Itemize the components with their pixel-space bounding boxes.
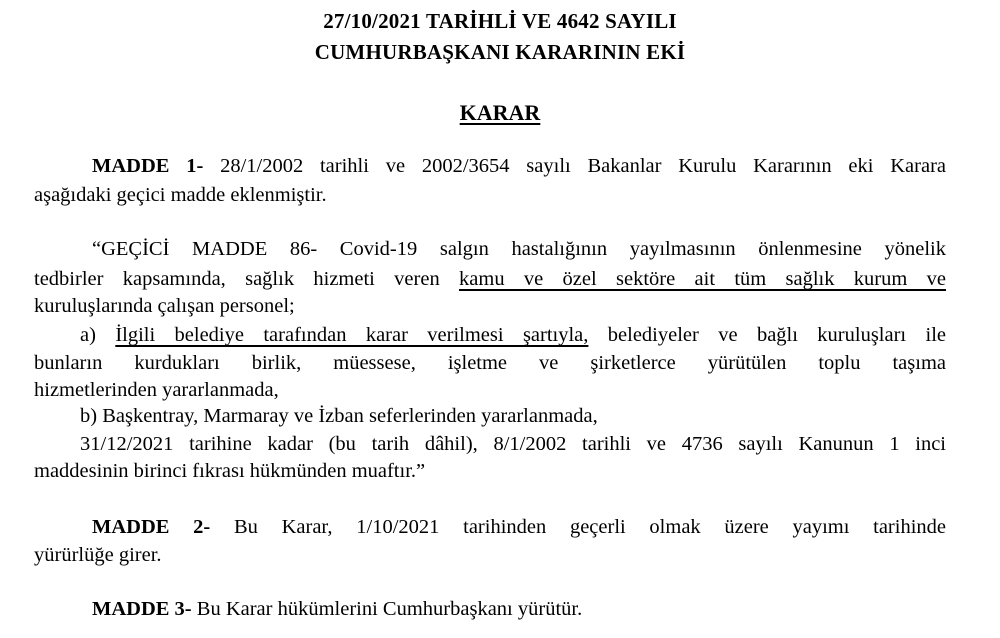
karar-heading: KARAR	[459, 100, 541, 125]
item-a-prefix: a)	[80, 324, 116, 346]
madde1-text: 28/1/2002 tarihli ve 2002/3654 sayılı Bakanlar Kurulu Kararının eki Karara	[203, 155, 946, 177]
document-title-line1: 27/10/2021 TARİHLİ VE 4642 SAYILI	[323, 9, 677, 33]
item-b-line: b) Başkentray, Marmaray ve İzban seferlerinden yararlanmada,	[80, 405, 598, 427]
madde2-text: Bu Karar, 1/10/2021 tarihinden geçerli olmak üzere yayımı tarihinde	[210, 516, 946, 538]
gecici-line2-underlined: kamu ve özel sektöre ait tüm sağlık kurum ve	[459, 268, 946, 290]
closing-line2: maddesinin birinci fıkrası hükmünden muaftır.”	[34, 460, 426, 482]
madde1-label: MADDE 1-	[92, 155, 204, 177]
madde2-label: MADDE 2-	[92, 516, 211, 538]
document-title-line2: CUMHURBAŞKANI KARARININ EKİ	[314, 40, 686, 64]
gecici-line1: “GEÇİCİ MADDE 86- Covid-19 salgın hastalığının yayılmasının önlenmesine yönelik	[92, 238, 946, 260]
madde1-line1	[92, 153, 946, 179]
madde3-text: Bu Karar hükümlerini Cumhurbaşkanı yürütür.	[191, 598, 583, 620]
item-a-line1	[80, 322, 946, 348]
item-a-line3: hizmetlerinden yararlanmada,	[34, 379, 279, 401]
gecici-line2-start: tedbirler kapsamında, sağlık hizmeti veren	[34, 268, 460, 290]
gecici-line3: kuruluşlarında çalışan personel;	[34, 295, 295, 317]
gecici-line2	[34, 266, 946, 292]
madde2-line2: yürürlüğe girer.	[34, 544, 162, 566]
madde1-line2: aşağıdaki geçici madde eklenmiştir.	[34, 184, 327, 206]
madde3-label: MADDE 3-	[92, 598, 192, 620]
closing-line1: 31/12/2021 tarihine kadar (bu tarih dâhil), 8/1/2002 tarihli ve 4736 sayılı Kanunun 1 inci	[80, 433, 946, 455]
item-a-line2: bunların kurdukları birlik, müessese, işletme ve şirketlerce yürütülen toplu taşıma	[34, 352, 946, 374]
item-a-underlined: İlgili belediye tarafından karar verilmesi şartıyla,	[115, 324, 589, 346]
madde2-line1	[92, 514, 946, 540]
madde3-line	[92, 596, 946, 622]
item-a-rest: belediyeler ve bağlı kuruluşları ile	[588, 324, 946, 346]
